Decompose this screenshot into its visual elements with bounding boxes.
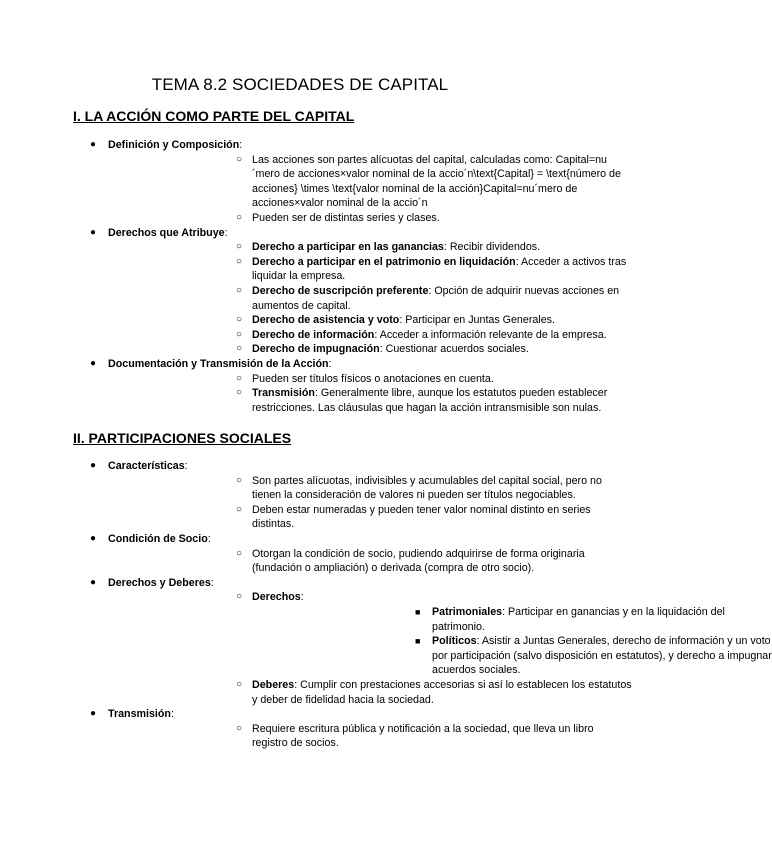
- list-item: ○ Derechos: ■ Patrimoniales: Participar en ganancias y en la liquidación del patrimonio. ■ Políticos: Asistir a Juntas Generales, derecho de información y un voto por participación (salvo disposición en estatutos), y derecho a impugnar acuerdos sociales.: [236, 591, 772, 677]
- list-item: ■ Patrimoniales: Participar en ganancias y en la liquidación del patrimonio.: [415, 605, 725, 633]
- circle-bullet-icon: ○: [236, 153, 243, 165]
- circle-bullet-icon: ○: [236, 474, 243, 486]
- circle-bullet-icon: ○: [236, 591, 243, 603]
- bullet-icon: ●: [90, 532, 97, 544]
- bullet-icon: ●: [90, 357, 97, 369]
- item-label: Transmisión: [108, 708, 171, 721]
- circle-bullet-icon: ○: [236, 241, 243, 253]
- list-item: ○ Derecho de información: Acceder a información relevante de la empresa.: [236, 328, 607, 341]
- bullet-icon: ●: [90, 139, 97, 150]
- item-label: Características: [108, 460, 185, 472]
- circle-bullet-icon: ○: [236, 372, 243, 384]
- bullet-icon: ●: [90, 708, 97, 720]
- circle-bullet-icon: ○: [236, 343, 243, 355]
- list-item: ● Derechos que Atribuye: ○ Derecho a participar en las ganancias: Recibir dividendos. ○ Derecho a participar en el patrimonio en liquidación: Acceder a activos tras liquidar la empresa. ○ Derecho de suscripción preferente: Opción de adquirir nuevas acciones en aumentos de capital. ○ Derecho de asistencia y voto: Participar en Juntas Generales. ○ Derecho de información: Acceder a información relevante de la empresa. ○ Derecho de impugnación: Cuestionar acuerdos sociales.: [0, 226, 600, 357]
- section-2-heading: II. PARTICIPACIONES SOCIALES: [73, 430, 292, 446]
- item-label: Condición de Socio: [108, 532, 208, 545]
- circle-bullet-icon: ○: [236, 722, 243, 734]
- circle-bullet-icon: ○: [236, 547, 243, 559]
- list-item: ○ Derecho de suscripción preferente: Opción de adquirir nuevas acciones en aumentos de capital.: [236, 284, 620, 312]
- list-item: ■ Políticos: Asistir a Juntas Generales, derecho de información y un voto por participación (salvo disposición en estatutos), y derecho a impugnar acuerdos sociales.: [415, 635, 772, 677]
- list-item: ● Características: ○ Son partes alícuotas, indivisibles y acumulables del capital social, pero no tienen la consideración de valores ni pueden ser títulos negociables. ○ Deben estar numeradas y pueden tener valor nominal distinto en series distintas.: [0, 459, 600, 532]
- bullet-icon: ●: [90, 576, 97, 588]
- list-item: ○ Derecho a participar en el patrimonio en liquidación: Acceder a activos tras liquidar la empresa.: [236, 255, 627, 283]
- list-item: ○ Transmisión: Generalmente libre, aunque los estatutos pueden establecer restricciones. Las cláusulas que hagan la acción intransmisible son nulas.: [236, 387, 608, 414]
- square-bullet-icon: ■: [415, 606, 421, 617]
- list-item: ○ Deben estar numeradas y pueden tener valor nominal distinto en series distintas.: [236, 503, 591, 531]
- section-1-list: [0, 138, 627, 415]
- list-item: ○ Derecho de asistencia y voto: Participar en Juntas Generales.: [236, 314, 555, 327]
- item-label: Definición y Composición: [108, 139, 240, 151]
- list-item: ○ Derecho de impugnación: Cuestionar acuerdos sociales.: [236, 343, 529, 356]
- item-label: Derechos que Atribuye: [108, 226, 225, 239]
- list-item: ● Derechos y Deberes: ○ Derechos: ■ Patrimoniales: Participar en ganancias y en la liquidación del patrimonio. ■ Políticos: Asistir a Juntas Generales, derecho de información y un voto por participación (salvo disposición en estatutos), y derecho a impugnar acuerdos sociales. ○ Deberes: Cumplir con prestaciones accesorias si así lo establecen los estatutos y deber de fidelidad hacia la sociedad.: [90, 576, 772, 706]
- list-item: ○ Son partes alícuotas, indivisibles y acumulables del capital social, pero no tienen la consideración de valores ni pueden ser títulos negociables.: [236, 474, 602, 502]
- circle-bullet-icon: ○: [236, 387, 243, 399]
- list-item: ● Condición de Socio: ○ Otorgan la condición de socio, pudiendo adquirirse de forma originaria (fundación o ampliación) o derivada (compra de otro socio).: [0, 532, 600, 576]
- circle-bullet-icon: ○: [236, 503, 243, 515]
- circle-bullet-icon: ○: [236, 314, 243, 326]
- list-item: ● Transmisión: ○ Requiere escritura pública y notificación a la sociedad, que lleva un libro registro de socios.: [0, 707, 600, 751]
- list-item: ○ Pueden ser títulos físicos o anotaciones en cuenta.: [236, 372, 494, 385]
- list-item: ○ Pueden ser de distintas series y clases.: [236, 211, 440, 224]
- circle-bullet-icon: ○: [236, 284, 243, 296]
- section-2-list: [0, 459, 772, 751]
- circle-bullet-icon: ○: [236, 328, 243, 340]
- list-item: ● Definición y Composición: ○ Las acciones son partes alícuotas del capital, calculadas como: Capital=nu´mero de acciones×valor nominal de la accio´n\text{Capital} = \text{número de acciones} \times \text{valor nominal de la acción}Capital=nu´mero de acciones×valor nominal de la accio´n ○ Pueden ser de distintas series y clases.: [0, 138, 600, 226]
- bullet-icon: ●: [90, 460, 97, 471]
- square-bullet-icon: ■: [415, 636, 421, 647]
- circle-bullet-icon: ○: [236, 211, 243, 223]
- list-item: ○ Otorgan la condición de socio, pudiendo adquirirse de forma originaria (fundación o ampliación) o derivada (compra de otro socio).: [236, 547, 585, 575]
- item-label: Documentación y Transmisión de la Acción: [108, 357, 329, 370]
- bullet-icon: ●: [90, 226, 97, 238]
- list-item: ○ Deberes: Cumplir con prestaciones accesorias si así lo establecen los estatutos y deber de fidelidad hacia la sociedad.: [236, 678, 632, 706]
- list-item: ○ Las acciones son partes alícuotas del capital, calculadas como: Capital=nu´mero de acciones×valor nominal de la accio´n\text{Capital} = \text{número de acciones} \times \text{valor nominal de la acción}Capital=nu´mero de acciones×valor nominal de la accio´n: [236, 153, 621, 210]
- list-item: ● Documentación y Transmisión de la Acción: ○ Pueden ser títulos físicos o anotaciones en cuenta. ○ Transmisión: Generalmente libre, aunque los estatutos pueden establecer restricciones. Las cláusulas que hagan la acción intransmisible son nulas.: [0, 357, 600, 415]
- circle-bullet-icon: ○: [236, 255, 243, 267]
- list-item: ○ Requiere escritura pública y notificación a la sociedad, que lleva un libro registro de socios.: [236, 722, 594, 750]
- circle-bullet-icon: ○: [236, 678, 243, 690]
- list-item: ○ Derecho a participar en las ganancias: Recibir dividendos.: [236, 241, 541, 254]
- page-title: TEMA 8.2 SOCIEDADES DE CAPITAL: [151, 75, 449, 94]
- section-1-heading: I. LA ACCIÓN COMO PARTE DEL CAPITAL: [73, 108, 355, 124]
- item-label: Derechos y Deberes: [108, 576, 211, 589]
